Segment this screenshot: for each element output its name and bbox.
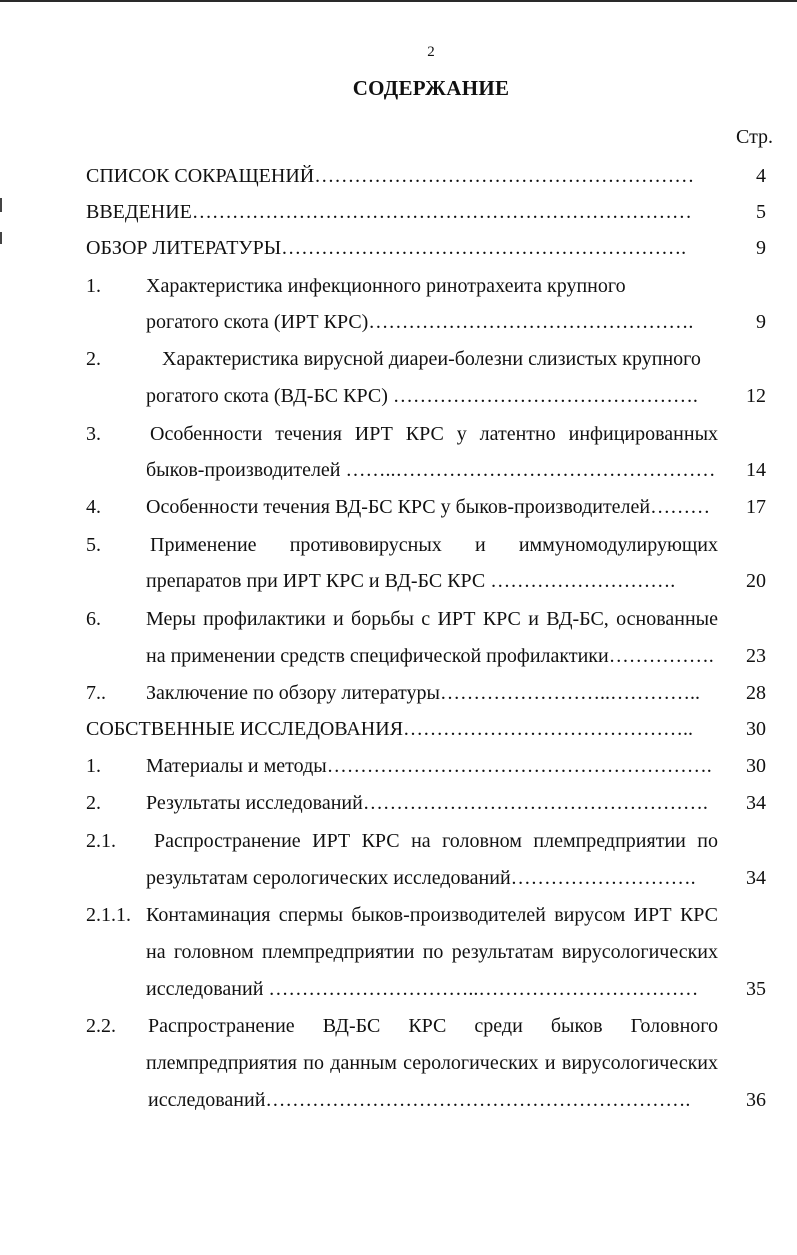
toc-entry-title: Контаминация спермы быков-производителей вирусом ИРТ КРС [146, 904, 718, 926]
toc-page-number: 30 [746, 755, 766, 777]
toc-entry-number: 2. [86, 348, 101, 370]
toc-entry-number: 2.2. [86, 1015, 116, 1037]
toc-entry-title: Характеристика вирусной диареи-болезни слизистых крупного [162, 348, 701, 370]
toc-page-number: 9 [756, 311, 766, 333]
toc-entry-title: Характеристика инфекционного ринотрахеита крупного [146, 275, 626, 297]
toc-entry-title: Заключение по обзору литературы……………………..………….. [146, 682, 700, 704]
toc-entry-title: ВВЕДЕНИЕ………………………………………………………………… [86, 201, 692, 223]
toc-entry-number: 3. [86, 423, 101, 445]
toc-entry-number: 5. [86, 534, 101, 556]
toc-entry-title: Распространение ВД-БС КРС среди быков Головного [148, 1015, 718, 1037]
toc-page-number: 34 [746, 792, 766, 814]
toc-entry-title-cont: рогатого скота (ИРТ КРС)…………………………………………. [146, 311, 694, 333]
toc-entry-title-cont: исследований …………………………..…………………………… [146, 978, 699, 1000]
toc-entry-number: 6. [86, 608, 101, 630]
toc-page-number: 5 [756, 201, 766, 223]
toc-entry-title: Применение противовирусных и иммуномодулирующих [150, 534, 718, 556]
toc-entry-title: Особенности течения ВД-БС КРС у быков-производителей……… [146, 496, 711, 518]
toc-entry-title: СПИСОК СОКРАЩЕНИЙ………………………………………………… [86, 165, 695, 187]
toc-entry-title: Материалы и методы…………………………………………………. [146, 755, 712, 777]
toc-entry-title-cont: племпредприятия по данным серологических и вирусологических [146, 1052, 718, 1074]
toc-entry-title: Особенности течения ИРТ КРС у латентно инфицированных [150, 423, 718, 445]
toc-entry-title-cont: на головном племпредприятии по результатам вирусологических [146, 941, 718, 963]
toc-page-number: 28 [746, 682, 766, 704]
toc-entry-title: Меры профилактики и борьбы с ИРТ КРС и ВД-БС, основанные [146, 608, 718, 630]
toc-page-number: 17 [746, 496, 766, 518]
toc-entry-title: Распространение ИРТ КРС на головном племпредприятии по [154, 830, 718, 852]
page-column-label: Стр. [736, 126, 774, 148]
toc-page-number: 36 [746, 1089, 766, 1111]
toc-page-number: 14 [746, 459, 766, 481]
toc-entry-number: 1. [86, 755, 101, 777]
toc-entry-number: 2. [86, 792, 101, 814]
toc-page-number: 30 [746, 718, 766, 740]
toc-entry-title-cont: исследований………………………………………………………. [148, 1089, 691, 1111]
toc-page-number: 34 [746, 867, 766, 889]
toc-entry-number: 1. [86, 275, 101, 297]
page-title: СОДЕРЖАНИЕ [352, 76, 510, 100]
toc-page-number: 20 [746, 570, 766, 592]
toc-entry-number: 2.1. [86, 830, 116, 852]
toc-entry-number: 2.1.1. [86, 904, 131, 926]
toc-entry-title: ОБЗОР ЛИТЕРАТУРЫ……………………………………………………. [86, 237, 687, 259]
toc-entry-title: Результаты исследований……………………………………………. [146, 792, 708, 814]
toc-page-number: 12 [746, 385, 766, 407]
toc-entry-number: 7.. [86, 682, 106, 704]
toc-entry-number: 4. [86, 496, 101, 518]
toc-entry-title-cont: результатам серологических исследований………………………. [146, 867, 696, 889]
toc-entry-title-cont: быков-производителей ……..………………………………………… [146, 459, 716, 481]
toc-entry-title-cont: на применении средств специфической профилактики……………. [146, 645, 714, 667]
toc-entry-title: СОБСТВЕННЫЕ ИССЛЕДОВАНИЯ…………………………………….. [86, 718, 694, 740]
page-number: 2 [427, 44, 435, 60]
toc-entry-title-cont: препаратов при ИРТ КРС и ВД-БС КРС ………………………. [146, 570, 676, 592]
toc-page-number: 35 [746, 978, 766, 1000]
toc-page-number: 9 [756, 237, 766, 259]
toc-page-number: 4 [756, 165, 766, 187]
toc-entry-title-cont: рогатого скота (ВД-БС КРС) ………………………………………. [146, 385, 698, 407]
toc-page-number: 23 [746, 645, 766, 667]
